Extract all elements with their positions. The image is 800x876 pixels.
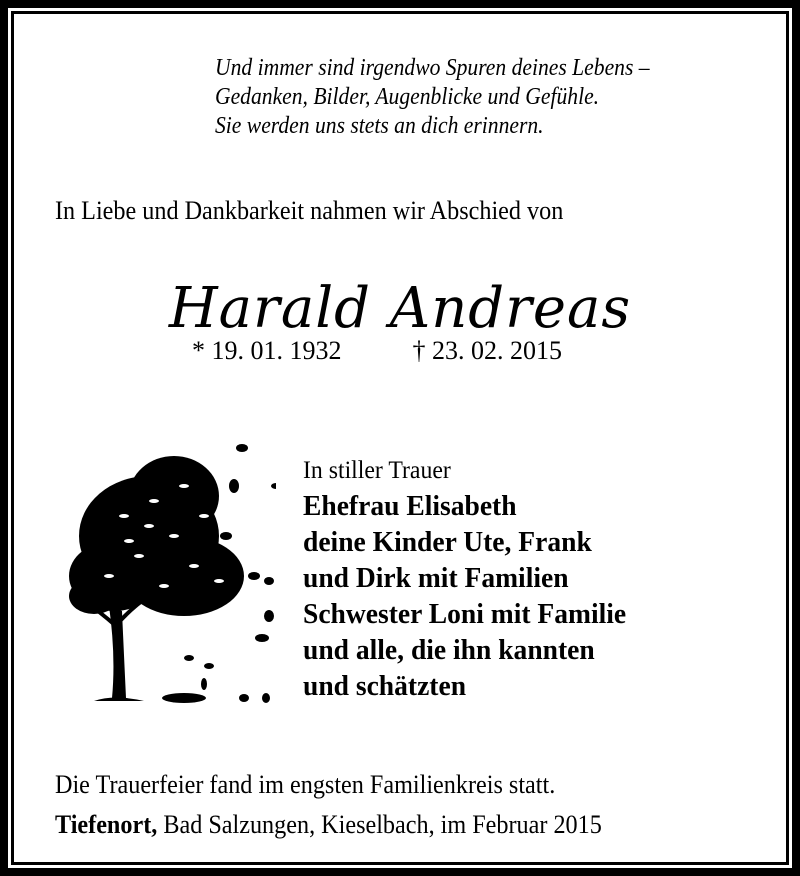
mourning-lead: In stiller Trauer [303, 457, 451, 484]
deceased-name: Harald Andreas [168, 276, 632, 341]
quote-line: Gedanken, Bilder, Augenblicke und Gefühle. [215, 84, 600, 110]
birth-date: 19. 01. 1932 [211, 336, 342, 365]
birth-symbol: * [192, 336, 205, 365]
death-date: 23. 02. 2015 [432, 336, 562, 365]
mourner-line: und Dirk mit Familien [303, 562, 569, 594]
life-dates [192, 336, 562, 366]
place-bold: Tiefenort, [55, 810, 158, 839]
mourner-line: deine Kinder Ute, Frank [303, 526, 592, 558]
mourner-line: und alle, die ihn kannten [303, 634, 595, 666]
memorial-quote [215, 54, 698, 141]
quote-line: Sie werden uns stets an dich erinnern. [215, 113, 544, 139]
service-note: Die Trauerfeier fand im engsten Familienkreis statt. [55, 770, 556, 799]
mourner-line: Schwester Loni mit Familie [303, 598, 627, 630]
place-date-line [55, 810, 602, 840]
mourners-block [303, 454, 643, 704]
tree-icon [54, 426, 276, 706]
obituary-notice [14, 14, 786, 862]
place-rest: Bad Salzungen, Kieselbach, im Februar 2015 [157, 810, 602, 839]
death-cross-icon: † [412, 336, 426, 365]
quote-line: Und immer sind irgendwo Spuren deines Lebens – [215, 55, 650, 81]
mourner-line: Ehefrau Elisabeth [303, 490, 517, 522]
intro-text: In Liebe und Dankbarkeit nahmen wir Abschied von [55, 196, 564, 225]
mourner-line: und schätzten [303, 670, 467, 702]
